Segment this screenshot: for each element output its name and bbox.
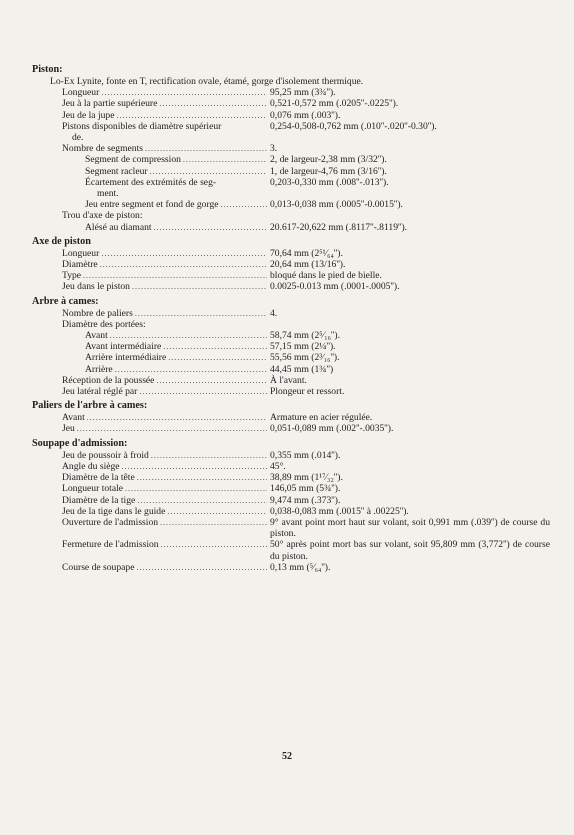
spec-label: Jeu latéral réglé par xyxy=(62,386,138,398)
spec-row xyxy=(0,461,574,472)
spec-row xyxy=(0,259,574,270)
spec-row xyxy=(0,386,574,397)
spec-value: bloqué dans le pied de bielle. xyxy=(270,270,382,282)
spec-label: Longueur xyxy=(62,247,100,259)
spec-value: 58,74 mm (2⁵⁄₁₆''). xyxy=(270,330,340,342)
spec-value: Armature en acier régulée. xyxy=(270,412,373,424)
spec-row xyxy=(0,98,574,109)
spec-value: 4. xyxy=(270,307,278,319)
spec-value: 0,013-0,038 mm (.0005''-0.0015''). xyxy=(270,199,403,211)
spec-row xyxy=(0,154,574,165)
spec-row xyxy=(0,177,574,188)
spec-label: Fermeture de l'admission xyxy=(62,539,159,551)
spec-row xyxy=(0,423,574,434)
spec-label: Jeu entre segment et fond de gorge xyxy=(85,199,219,211)
spec-value: 146,05 mm (5¾''). xyxy=(270,483,341,495)
spec-label: Avant xyxy=(62,412,85,424)
spec-label: Écartement des extrémités de seg- xyxy=(85,176,217,188)
spec-row xyxy=(0,248,574,259)
spec-value: 95,25 mm (3¾''). xyxy=(270,87,336,99)
spec-subheading: Trou d'axe de piston: xyxy=(62,210,143,222)
spec-row xyxy=(0,341,574,352)
piston-description: Lo-Ex Lynite, fonte en T, rectification ovale, étamé, gorge d'isolement thermique. xyxy=(50,76,364,87)
spec-label: Ouverture de l'admission xyxy=(62,516,159,528)
spec-value: 0,254-0,508-0,762 mm (.010''-.020''-0.30''). xyxy=(270,120,437,132)
spec-row xyxy=(0,166,574,177)
spec-value: 44,45 mm (1¾'') xyxy=(270,363,334,375)
spec-label-continued: ment. xyxy=(97,188,119,200)
section-heading-paliers: Paliers de l'arbre à cames: xyxy=(32,400,148,412)
spec-row xyxy=(0,270,574,281)
page-number: 52 xyxy=(282,751,292,762)
spec-value: 38,89 mm (1¹⁷⁄₃₂''). xyxy=(270,472,343,484)
spec-label: Pistons disponibles de diamètre supérieur xyxy=(62,120,222,132)
spec-label: Réception de la poussée xyxy=(62,374,155,386)
spec-row xyxy=(0,364,574,375)
spec-value: 55,56 mm (2³⁄₁₆''). xyxy=(270,352,340,364)
spec-row xyxy=(0,121,574,132)
spec-row xyxy=(0,483,574,494)
spec-row xyxy=(0,412,574,423)
section-heading-axe: Axe de piston xyxy=(32,235,91,247)
spec-value: 1, de largeur-4,76 mm (3/16''). xyxy=(270,165,387,177)
spec-label: Diamètre de la tête xyxy=(62,472,135,484)
spec-content xyxy=(0,64,574,573)
spec-label: Jeu de poussoir à froid xyxy=(62,449,149,461)
spec-row xyxy=(0,472,574,483)
spec-row xyxy=(0,562,574,573)
spec-value: 0.0025-0.013 mm (.0001-.0005''). xyxy=(270,281,400,293)
spec-value: 50° après point mort bas sur volant, soit 95,809 mm (3,772'') de course du piston. xyxy=(270,539,550,562)
spec-label: Diamètre de la tige xyxy=(62,494,136,506)
spec-value: 2, de largeur-2,38 mm (3/32''). xyxy=(270,154,387,166)
section-heading-arbre: Arbre à cames: xyxy=(32,295,99,307)
spec-value: 20.617-20,622 mm (.8117''-.8119''). xyxy=(270,221,408,233)
spec-value: Plongeur et ressort. xyxy=(270,386,345,398)
spec-label: Diamètre xyxy=(62,259,98,271)
spec-label: Course de soupape xyxy=(62,561,135,573)
spec-label-continued: de. xyxy=(72,132,84,144)
spec-row xyxy=(0,143,574,154)
spec-row xyxy=(0,87,574,98)
spec-value: 0,13 mm (⁵⁄₆₄''). xyxy=(270,561,331,573)
spec-value: 9° avant point mort haut sur volant, soit 0,991 mm (.039'') de course du piston. xyxy=(270,516,550,540)
spec-value: 45°. xyxy=(270,460,286,472)
spec-label: Nombre de segments xyxy=(62,143,143,155)
spec-label: Avant intermédiaire xyxy=(85,341,162,353)
spec-label: Alésé au diamant xyxy=(85,221,152,233)
spec-label: Arrière xyxy=(85,363,113,375)
spec-value: 20,64 mm (13/16''). xyxy=(270,259,346,271)
spec-value: 70,64 mm (2⁵¹⁄₆₄''). xyxy=(270,247,343,259)
spec-label: Jeu xyxy=(62,423,75,435)
spec-label: Segment racleur xyxy=(85,165,148,177)
spec-value: 0,355 mm (.014''). xyxy=(270,449,341,461)
spec-row xyxy=(0,506,574,517)
spec-row xyxy=(0,330,574,341)
spec-label: Jeu de la tige dans le guide xyxy=(62,505,166,517)
spec-label: Nombre de paliers xyxy=(62,307,133,319)
spec-row xyxy=(0,308,574,319)
spec-label: Jeu à la partie supérieure xyxy=(62,98,158,110)
spec-row xyxy=(0,450,574,461)
spec-label: Jeu dans le piston xyxy=(62,281,130,293)
spec-label: Longueur totale xyxy=(62,483,124,495)
section-heading-soupape: Soupape d'admission: xyxy=(32,437,128,449)
spec-value: 0,521-0,572 mm (.0205''-.0225''). xyxy=(270,98,399,110)
spec-value: 0,203-0,330 mm (.008''-.013''). xyxy=(270,176,389,188)
spec-label: Arrière intermédiaire xyxy=(85,352,167,364)
spec-subheading: Diamètre des portées: xyxy=(62,318,146,330)
spec-label: Jeu de la jupe xyxy=(62,109,115,121)
spec-row xyxy=(0,539,574,561)
spec-row xyxy=(0,222,574,233)
spec-label: Avant xyxy=(85,330,108,342)
spec-value: 0,038-0,083 mm (.0015'' à .00225''). xyxy=(270,505,409,517)
spec-row xyxy=(0,375,574,386)
spec-value: 9,474 mm (.373''). xyxy=(270,494,341,506)
spec-row xyxy=(0,110,574,121)
spec-value: 0,076 mm (.003''). xyxy=(270,109,341,121)
spec-label: Segment de compression xyxy=(85,154,181,166)
spec-row xyxy=(0,199,574,210)
spec-value: À l'avant. xyxy=(270,374,307,386)
section-heading-piston: Piston: xyxy=(32,64,63,75)
spec-row xyxy=(0,352,574,363)
spec-row xyxy=(0,281,574,292)
spec-label: Longueur xyxy=(62,87,100,99)
spec-value: 57,15 mm (2¼''). xyxy=(270,341,336,353)
spec-label: Type xyxy=(62,270,82,282)
spec-value: 3. xyxy=(270,143,278,155)
spec-row xyxy=(0,517,574,539)
spec-row xyxy=(0,495,574,506)
spec-label: Angle du siège xyxy=(62,460,120,472)
spec-value: 0,051-0,089 mm (.002''-.0035''). xyxy=(270,423,394,435)
